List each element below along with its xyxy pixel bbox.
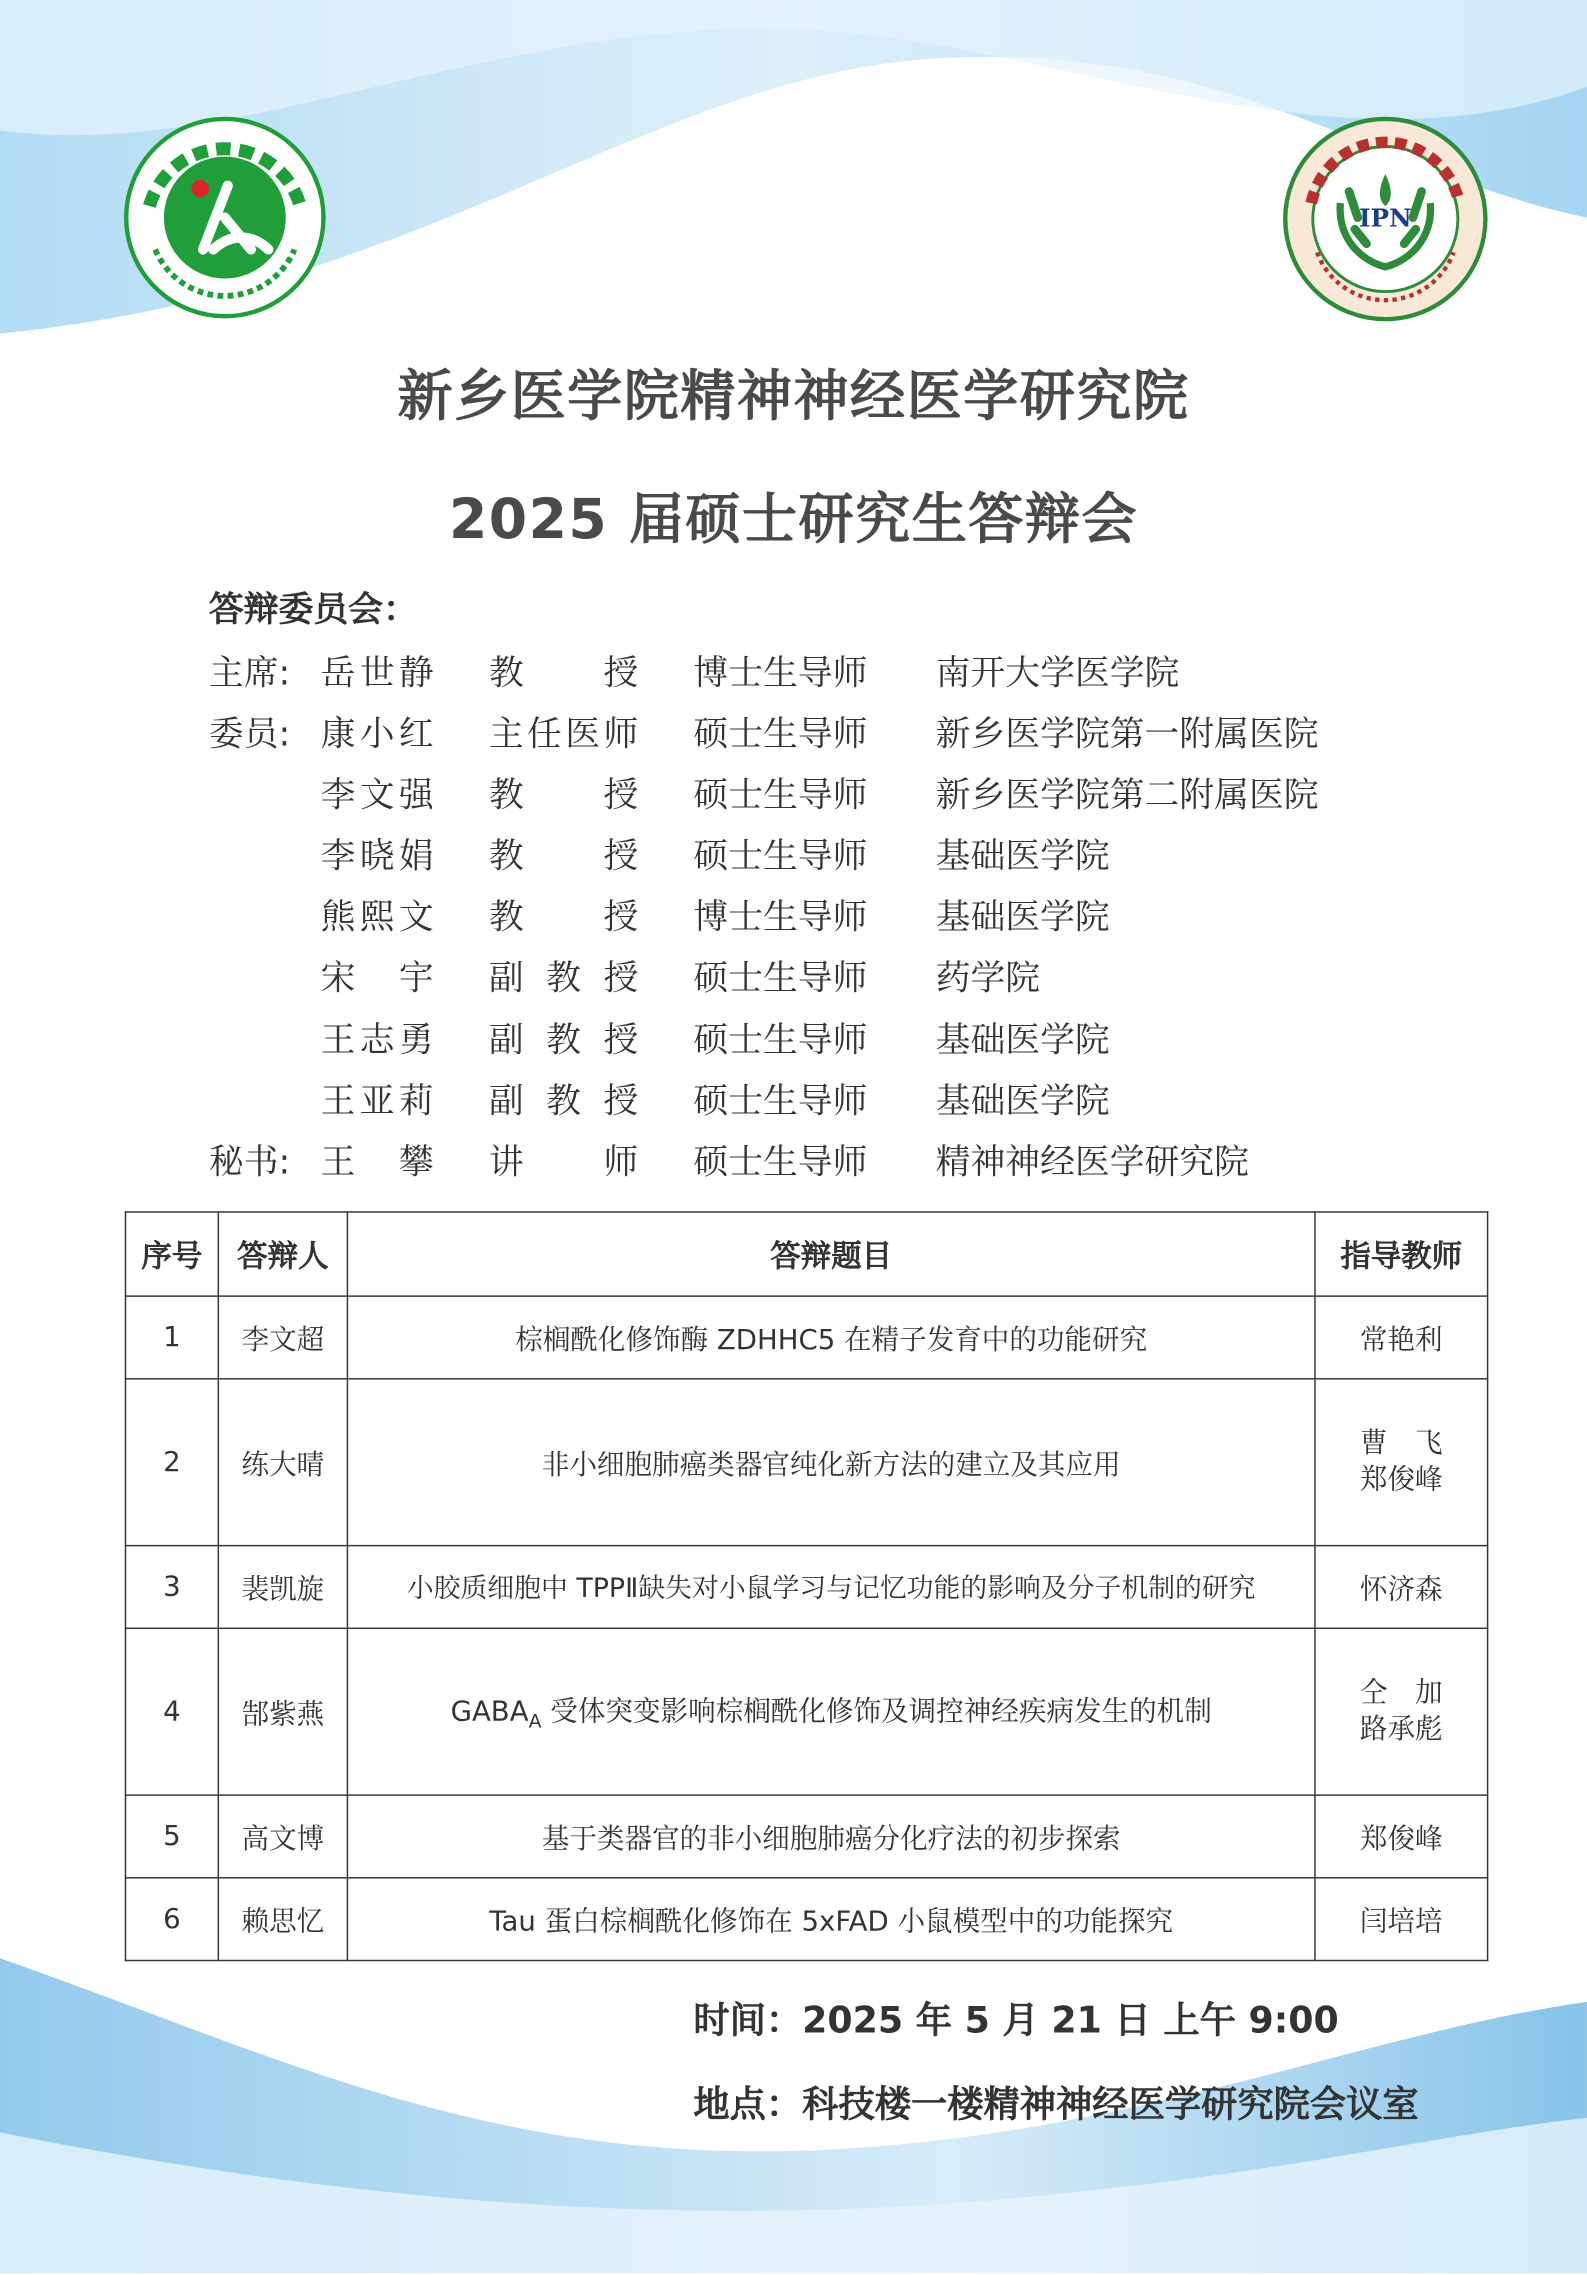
row-no: 5 xyxy=(125,1795,218,1878)
member-title: 副教授 xyxy=(488,957,639,999)
ipn-abbr: IPN xyxy=(1359,204,1412,234)
member-name: 熊熙文 xyxy=(320,896,434,938)
row-topic: Tau 蛋白棕榈酰化修饰在 5xFAD 小鼠模型中的功能探究 xyxy=(347,1878,1315,1961)
member-name: 王 攀 xyxy=(320,1141,434,1183)
member-label: 秘书: xyxy=(208,1141,291,1183)
row-advisor: 常艳利 xyxy=(1315,1296,1488,1379)
member-org: 精神神经医学研究院 xyxy=(935,1141,1249,1183)
member-name: 王志勇 xyxy=(320,1019,434,1061)
page-subtitle: 2025 届硕士研究生答辩会 xyxy=(448,487,1138,552)
member-role: 博士生导师 xyxy=(693,896,868,938)
member-org: 基础医学院 xyxy=(935,1080,1110,1122)
header-no: 序号 xyxy=(125,1212,218,1296)
member-title: 教 授 xyxy=(488,774,639,816)
member-name: 王亚莉 xyxy=(320,1080,434,1122)
member-title: 讲 师 xyxy=(488,1141,639,1183)
row-student: 练大晴 xyxy=(218,1379,347,1546)
row-no: 4 xyxy=(125,1628,218,1795)
table-row xyxy=(125,1379,1487,1546)
member-title: 教 授 xyxy=(488,835,639,877)
member-role: 博士生导师 xyxy=(693,652,868,694)
row-advisor: 怀济森 xyxy=(1315,1546,1488,1629)
member-title: 主任医师 xyxy=(488,713,639,755)
advisor-name: 路承彪 xyxy=(1359,1713,1443,1746)
row-advisor: 郑俊峰 xyxy=(1315,1795,1488,1878)
member-name: 康小红 xyxy=(320,713,434,755)
member-role: 硕士生导师 xyxy=(693,957,868,999)
header-topic: 答辩题目 xyxy=(347,1212,1315,1296)
topic-subscript: A xyxy=(528,1711,542,1734)
row-topic: 基于类器官的非小细胞肺癌分化疗法的初步探索 xyxy=(347,1795,1315,1878)
row-topic xyxy=(347,1628,1315,1795)
defense-location: 地点：科技楼一楼精神神经医学研究院会议室 xyxy=(693,2083,1419,2126)
member-label: 主席: xyxy=(208,652,291,694)
member-title: 教 授 xyxy=(488,652,639,694)
member-label: 委员: xyxy=(208,713,291,755)
row-student: 高文博 xyxy=(218,1795,347,1878)
table-header-row xyxy=(125,1212,1487,1296)
page-title: 新乡医学院精神神经医学研究院 xyxy=(397,364,1190,428)
row-student: 赖思忆 xyxy=(218,1878,347,1961)
row-topic: 棕榈酰化修饰酶 ZDHHC5 在精子发育中的功能研究 xyxy=(347,1296,1315,1379)
topic-rest: 受体突变影响棕榈酰化修饰及调控神经疾病发生的机制 xyxy=(550,1695,1212,1728)
member-org: 基础医学院 xyxy=(935,896,1110,938)
member-name: 李文强 xyxy=(320,774,434,816)
member-role: 硕士生导师 xyxy=(693,774,868,816)
row-student: 郜紫燕 xyxy=(218,1628,347,1795)
row-no: 6 xyxy=(125,1878,218,1961)
table-row xyxy=(125,1795,1487,1878)
member-title: 教 授 xyxy=(488,896,639,938)
row-no: 2 xyxy=(125,1379,218,1546)
member-org: 新乡医学院第一附属医院 xyxy=(935,713,1319,755)
advisor-name: 郑俊峰 xyxy=(1359,1463,1443,1496)
member-title: 副教授 xyxy=(488,1019,639,1061)
member-org: 基础医学院 xyxy=(935,835,1110,877)
member-name: 岳世静 xyxy=(320,652,434,694)
member-role: 硕士生导师 xyxy=(693,713,868,755)
member-role: 硕士生导师 xyxy=(693,1141,868,1183)
member-org: 南开大学医学院 xyxy=(935,652,1180,694)
row-advisors xyxy=(1315,1628,1488,1795)
table-row xyxy=(125,1878,1487,1961)
member-title: 副教授 xyxy=(488,1080,639,1122)
member-name: 宋 宇 xyxy=(320,957,434,999)
defense-time: 时间：2025 年 5 月 21 日 上午 9:00 xyxy=(693,1998,1339,2041)
table-row xyxy=(125,1296,1487,1379)
topic-main: GABA xyxy=(450,1695,529,1728)
row-no: 1 xyxy=(125,1296,218,1379)
member-org: 新乡医学院第二附属医院 xyxy=(935,774,1319,816)
header-student: 答辩人 xyxy=(218,1212,347,1296)
member-role: 硕士生导师 xyxy=(693,1080,868,1122)
table-row xyxy=(125,1628,1487,1795)
member-role: 硕士生导师 xyxy=(693,835,868,877)
row-student: 裴凯旋 xyxy=(218,1546,347,1629)
row-no: 3 xyxy=(125,1546,218,1629)
committee-heading: 答辩委员会： xyxy=(208,588,418,630)
row-advisors xyxy=(1315,1379,1488,1546)
member-org: 药学院 xyxy=(935,957,1041,999)
member-name: 李晓娟 xyxy=(320,835,434,877)
member-role: 硕士生导师 xyxy=(693,1019,868,1061)
xinxiang-medical-university-logo xyxy=(123,116,326,319)
defense-schedule-table xyxy=(125,1211,1489,1961)
advisor-name: 曹 飞 xyxy=(1359,1427,1443,1460)
table-row xyxy=(125,1546,1487,1629)
member-org: 基础医学院 xyxy=(935,1019,1110,1061)
row-topic: 非小细胞肺癌类器官纯化新方法的建立及其应用 xyxy=(347,1379,1315,1546)
row-topic: 小胶质细胞中 TPPⅡ缺失对小鼠学习与记忆功能的影响及分子机制的研究 xyxy=(347,1546,1315,1629)
advisor-name: 仝 加 xyxy=(1359,1677,1443,1710)
row-advisor: 闫培培 xyxy=(1315,1878,1488,1961)
header-advisor: 指导教师 xyxy=(1315,1212,1488,1296)
row-student: 李文超 xyxy=(218,1296,347,1379)
